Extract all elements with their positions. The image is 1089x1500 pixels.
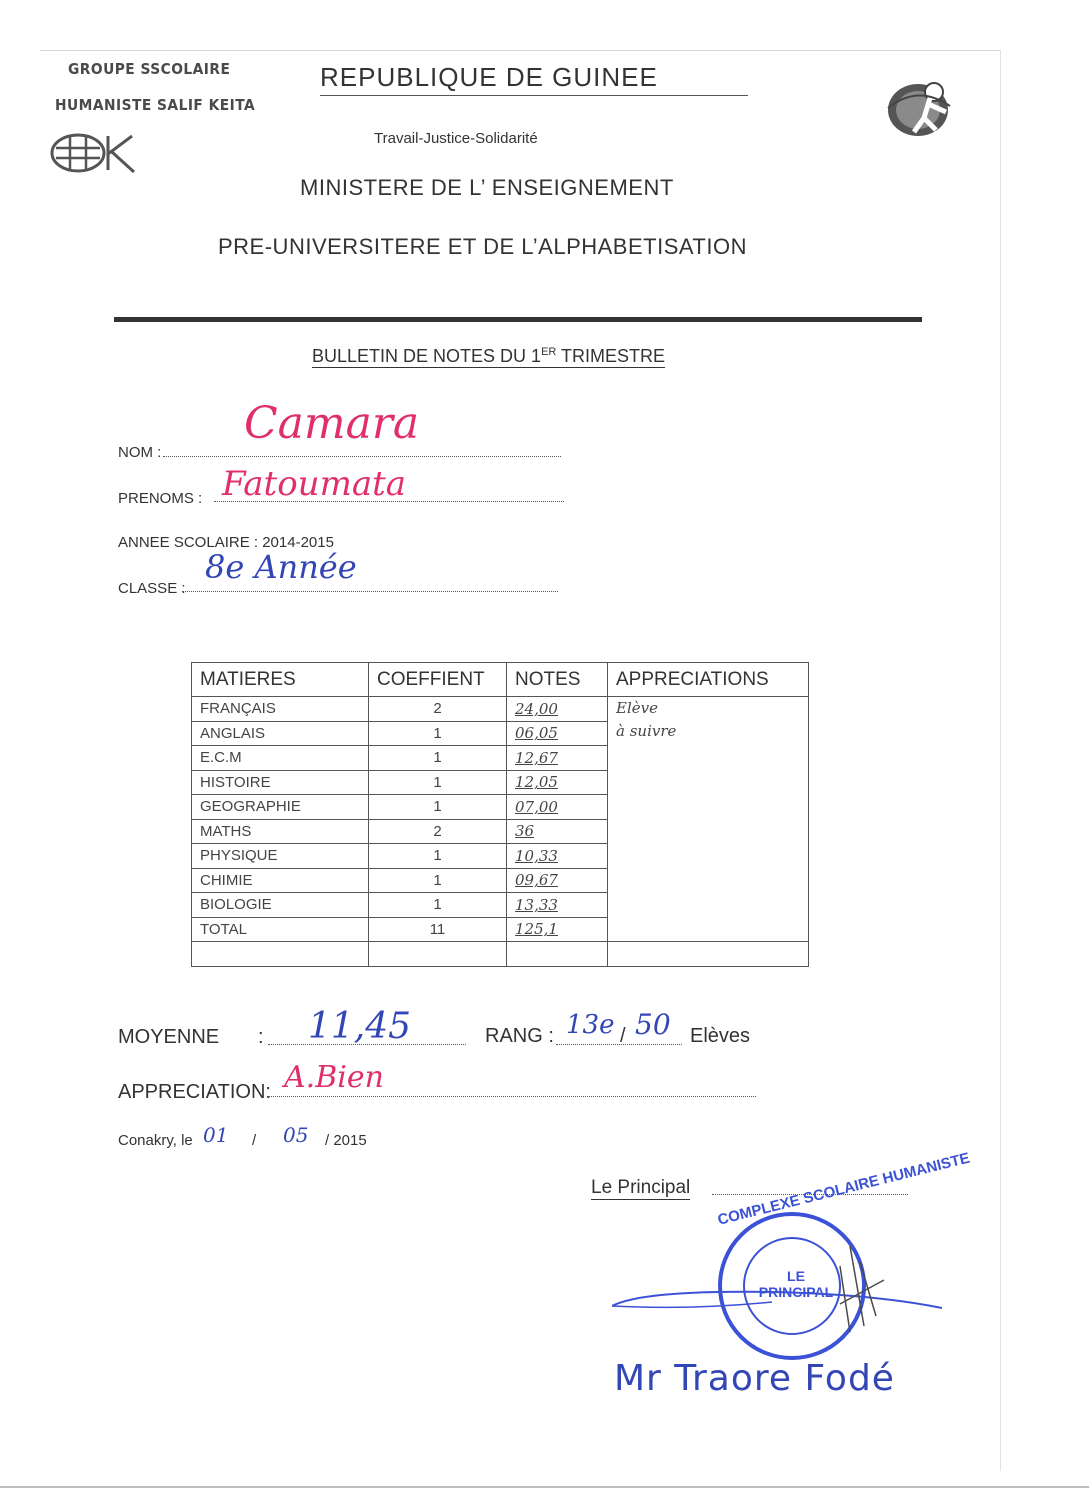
nom-dotted-line [163,456,561,457]
moyenne-colon: : [258,1026,264,1048]
prenoms-value: Fatoumata [222,464,407,504]
ministry-line2: PRE-UNIVERSITERE ET DE L’ALPHABETISATION [218,234,747,259]
stamp-text: COMPLEXE SCOLAIRE HUMANISTE [715,1149,972,1229]
date-month: 05 [283,1123,309,1147]
header-title: REPUBLIQUE DE GUINEE [320,62,748,96]
nom-value: Camara [244,398,420,449]
matiere-cell: TOTAL [192,917,369,942]
table-row-empty [192,942,809,967]
matiere-cell: ANGLAIS [192,721,369,746]
stamp-center-text: LE PRINCIPAL [758,1268,834,1300]
prenoms-label: PRENOMS : [118,490,203,507]
note-cell: 06,05 [507,721,608,746]
header-coefficient: COEFFIENT [369,663,507,697]
appreciation-label: APPRECIATION: [118,1081,271,1103]
appreciation-value: A.Bien [284,1060,384,1095]
coef-cell: 11 [369,917,507,942]
header-motto: Travail-Justice-Solidarité [374,130,538,147]
header-matieres: MATIERES [192,663,369,697]
coef-cell: 1 [369,844,507,869]
annee-scolaire: ANNEE SCOLAIRE : 2014-2015 [118,534,334,551]
table-row [192,697,809,722]
emblem-icon [884,78,956,145]
school-name-line2: HUMANISTE SALIF KEITA [55,96,256,114]
matiere-cell: GEOGRAPHIE [192,795,369,820]
rang-value: 13e [566,1010,615,1040]
matiere-cell: E.C.M [192,746,369,771]
empty-cell [192,942,369,967]
effectif-value: 50 [635,1008,671,1041]
appreciation-dotted-line [268,1096,756,1097]
nom-label: NOM : [118,444,162,461]
appreciation-line2: à suivre [616,721,677,740]
note-cell: 125,1 [507,917,608,942]
eleves-label: Elèves [690,1025,751,1047]
matiere-cell: BIOLOGIE [192,893,369,918]
note-cell: 13,33 [507,893,608,918]
matiere-cell: CHIMIE [192,868,369,893]
classe-dotted-line [182,591,558,592]
classe-label: CLASSE : [118,580,186,597]
matiere-cell: PHYSIQUE [192,844,369,869]
bulletin-title: BULLETIN DE NOTES DU 1ER TRIMESTRE [312,346,666,366]
date-prefix: Conakry, le [118,1132,193,1149]
note-cell: 36 [507,819,608,844]
header-notes: NOTES [507,663,608,697]
matiere-cell: MATHS [192,819,369,844]
rang-separator: / [620,1025,626,1047]
date-day: 01 [203,1123,229,1147]
date-year: / 2015 [325,1132,367,1149]
empty-cell [507,942,608,967]
ministry-line1: MINISTERE DE L’ ENSEIGNEMENT [300,175,674,200]
empty-cell [369,942,507,967]
note-cell: 10,33 [507,844,608,869]
rang-label: RANG : [485,1025,554,1047]
principal-label: Le Principal [591,1177,691,1198]
classe-value: 8e Année [205,548,357,586]
coef-cell: 1 [369,721,507,746]
school-name-line1: GROUPE SSCOLAIRE [68,60,231,78]
coef-cell: 1 [369,746,507,771]
coef-cell: 1 [369,770,507,795]
coef-cell: 2 [369,819,507,844]
coef-cell: 1 [369,893,507,918]
note-cell: 09,67 [507,868,608,893]
rang-dotted-line [556,1044,682,1045]
principal-name: Mr Traore Fodé [614,1358,895,1399]
note-cell: 12,05 [507,770,608,795]
date-separator: / [252,1132,257,1149]
note-cell: 24,00 [507,697,608,722]
note-cell: 12,67 [507,746,608,771]
moyenne-label: MOYENNE [118,1026,220,1048]
note-cell: 07,00 [507,795,608,820]
header-appreciations: APPRECIATIONS [608,663,809,697]
matiere-cell: HISTOIRE [192,770,369,795]
empty-cell [608,942,809,967]
coef-cell: 2 [369,697,507,722]
scan-edge-line [0,1486,1089,1488]
coef-cell: 1 [369,795,507,820]
moyenne-value: 11,45 [308,1006,412,1047]
grades-table [191,662,809,967]
table-header-row [192,663,809,697]
school-logo [50,128,140,183]
coef-cell: 1 [369,868,507,893]
matiere-cell: FRANÇAIS [192,697,369,722]
appreciation-cell [608,697,809,942]
header-divider [114,317,922,322]
appreciation-line1: Elève [616,699,658,717]
